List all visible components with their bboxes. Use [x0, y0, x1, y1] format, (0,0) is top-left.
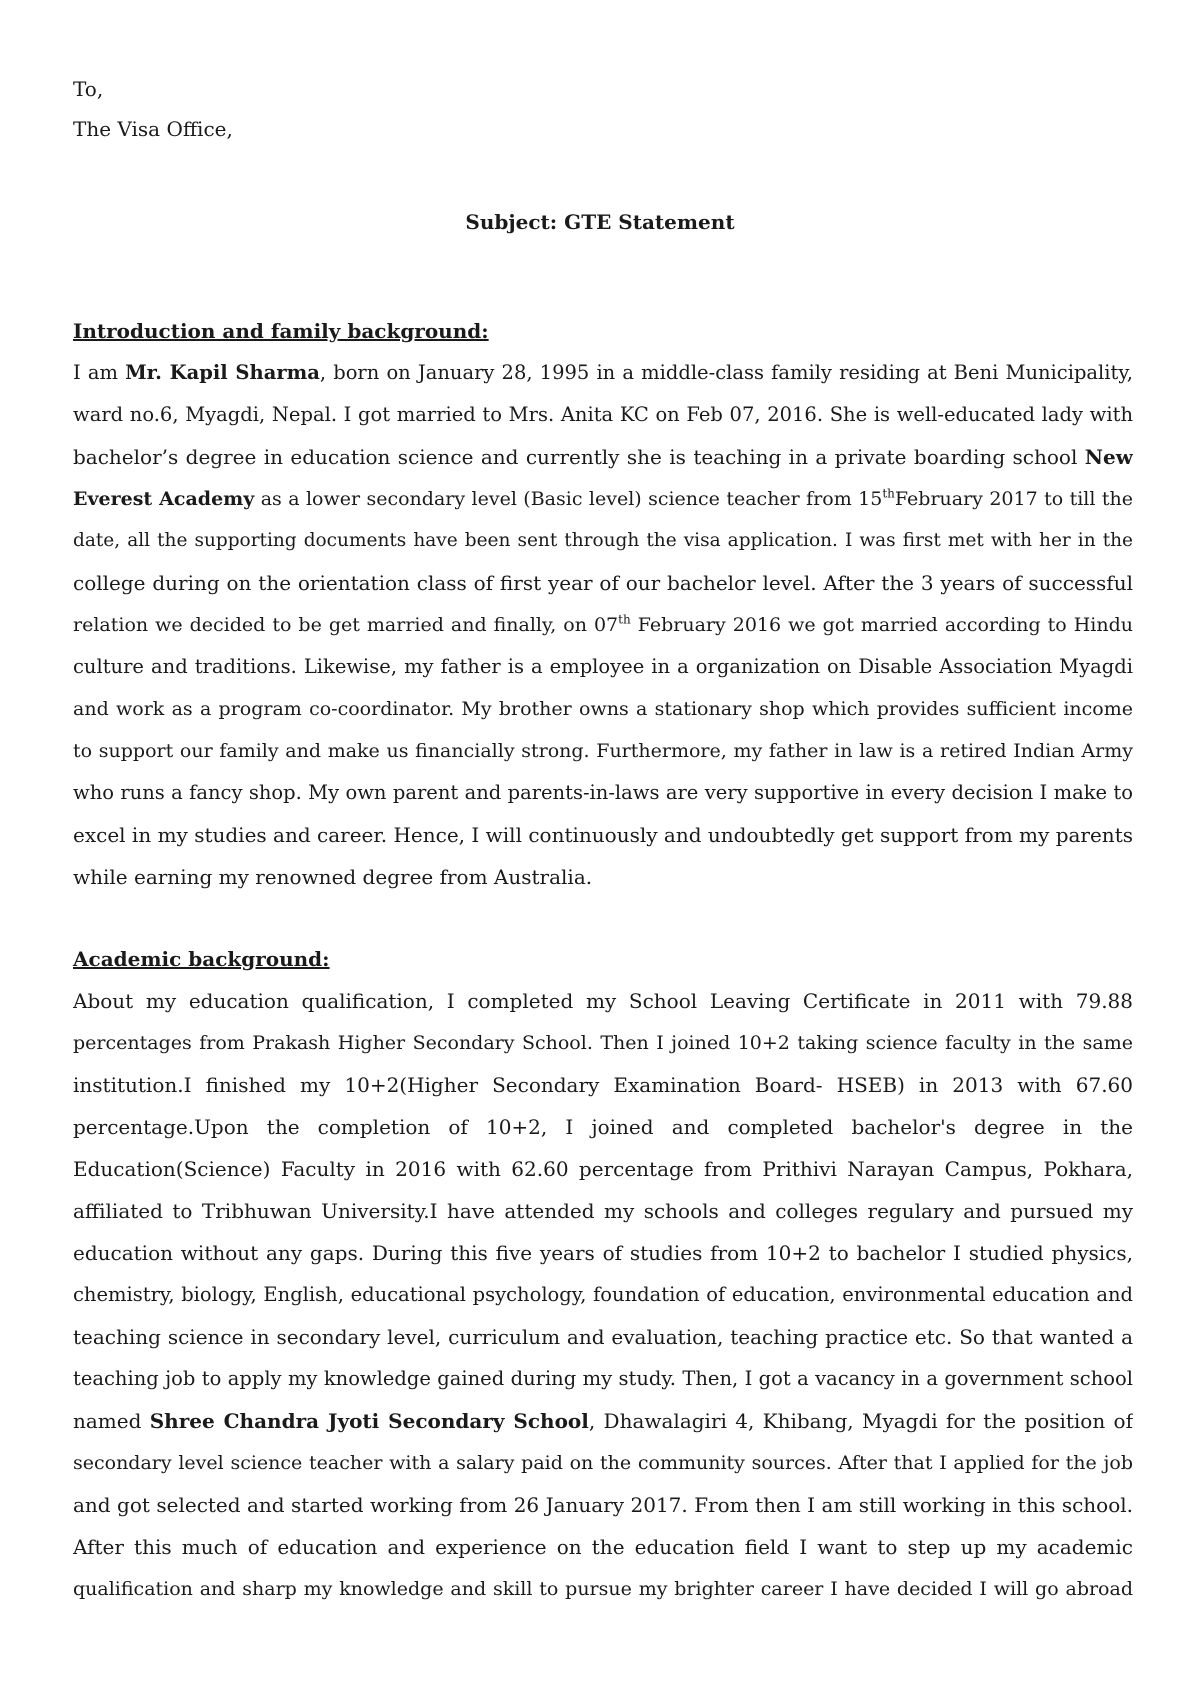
paragraph-line: college during on the orientation class of first year of our bachelor level. After the 3 years of successful: [73, 571, 1133, 595]
paragraph-line: About my education qualification, I completed my School Leaving Certificate in 2011 with 79.88: [73, 989, 1133, 1013]
workplace-school-name: Shree Chandra Jyoti Secondary School: [149, 1409, 589, 1433]
paragraph-line: date, all the supporting documents have been sent through the visa application. I was first met with her in the: [73, 530, 1133, 551]
paragraph-line: education without any gaps. During this five years of studies from 10+2 to bachelor I studied physics,: [73, 1241, 1133, 1265]
school-name-part: New: [1084, 445, 1133, 469]
paragraph-line: percentage.Upon the completion of 10+2, I joined and completed bachelor's degree in the: [73, 1115, 1133, 1139]
section-family-background: [73, 310, 1133, 898]
paragraph-line: ward no.6, Myagdi, Nepal. I got married to Mrs. Anita KC on Feb 07, 2016. She is well-educated lady with: [73, 403, 1133, 426]
paragraph-line: secondary level science teacher with a salary paid on the community sources. After that I applied for the job: [73, 1452, 1133, 1474]
paragraph-line: institution.I finished my 10+2(Higher Secondary Examination Board- HSEB) in 2013 with 67.60: [73, 1073, 1133, 1097]
paragraph-line: affiliated to Tribhuwan University.I have attended my schools and colleges regulary and pursued my: [73, 1199, 1133, 1223]
paragraph-line: culture and traditions. Likewise, my father is a employee in a organization on Disable Association Myagdi: [73, 655, 1133, 678]
paragraph-line: teaching science in secondary level, curriculum and evaluation, teaching practice etc. So that wanted a: [73, 1325, 1133, 1349]
recipient-office: The Visa Office,: [73, 117, 233, 141]
paragraph-line: relation we decided to be get married and finally, on 07th February 2016 we got married according to Hindu: [73, 612, 1133, 636]
paragraph-line: qualification and sharp my knowledge and skill to pursue my brighter career I have decided I will go abroad: [73, 1578, 1133, 1600]
section-heading: Academic background:: [73, 947, 330, 971]
paragraph-line: I am Mr. Kapil Sharma, born on January 28, 1995 in a middle-class family residing at Beni Municipality,: [73, 361, 1133, 384]
paragraph-line: percentages from Prakash Higher Secondary School. Then I joined 10+2 taking science faculty in the same: [73, 1032, 1133, 1054]
paragraph-line: named Shree Chandra Jyoti Secondary School, Dhawalagiri 4, Khibang, Myagdi for the position of: [73, 1409, 1133, 1433]
paragraph-line: bachelor’s degree in education science and currently she is teaching in a private boarding school New: [73, 445, 1133, 469]
paragraph-line: and work as a program co-coordinator. My brother owns a stationary shop which provides sufficient income: [73, 698, 1133, 720]
paragraph-line: to support our family and make us financially strong. Furthermore, my father in law is a retired Indian Army: [73, 740, 1133, 762]
paragraph-line: who runs a fancy shop. My own parent and parents-in-laws are very supportive in every decision I make to: [73, 781, 1133, 804]
paragraph-line: and got selected and started working from 26 January 2017. From then I am still working in this school.: [73, 1493, 1133, 1517]
paragraph-line: Education(Science) Faculty in 2016 with 62.60 percentage from Prithivi Narayan Campus, Pokhara,: [73, 1157, 1133, 1181]
applicant-name: Mr. Kapil Sharma: [125, 361, 320, 384]
school-name-part: Everest Academy: [73, 488, 255, 510]
paragraph-line: Everest Academy as a lower secondary level (Basic level) science teacher from 15thFebruary 2017 to till the: [73, 486, 1133, 510]
paragraph-line: while earning my renowned degree from Australia.: [73, 865, 593, 889]
section-heading: Introduction and family background:: [73, 319, 489, 343]
section-academic-background: [73, 938, 1133, 1610]
paragraph-line: After this much of education and experience on the education field I want to step up my academic: [73, 1535, 1133, 1559]
paragraph-line: teaching job to apply my knowledge gained during my study. Then, I got a vacancy in a government school: [73, 1367, 1133, 1390]
paragraph-line: excel in my studies and career. Hence, I will continuously and undoubtedly get support from my parents: [73, 823, 1133, 847]
paragraph-line: chemistry, biology, English, educational psychology, foundation of education, environmental education and: [73, 1283, 1133, 1306]
salutation-to: To,: [73, 77, 104, 101]
subject-line: Subject: GTE Statement: [465, 210, 735, 234]
